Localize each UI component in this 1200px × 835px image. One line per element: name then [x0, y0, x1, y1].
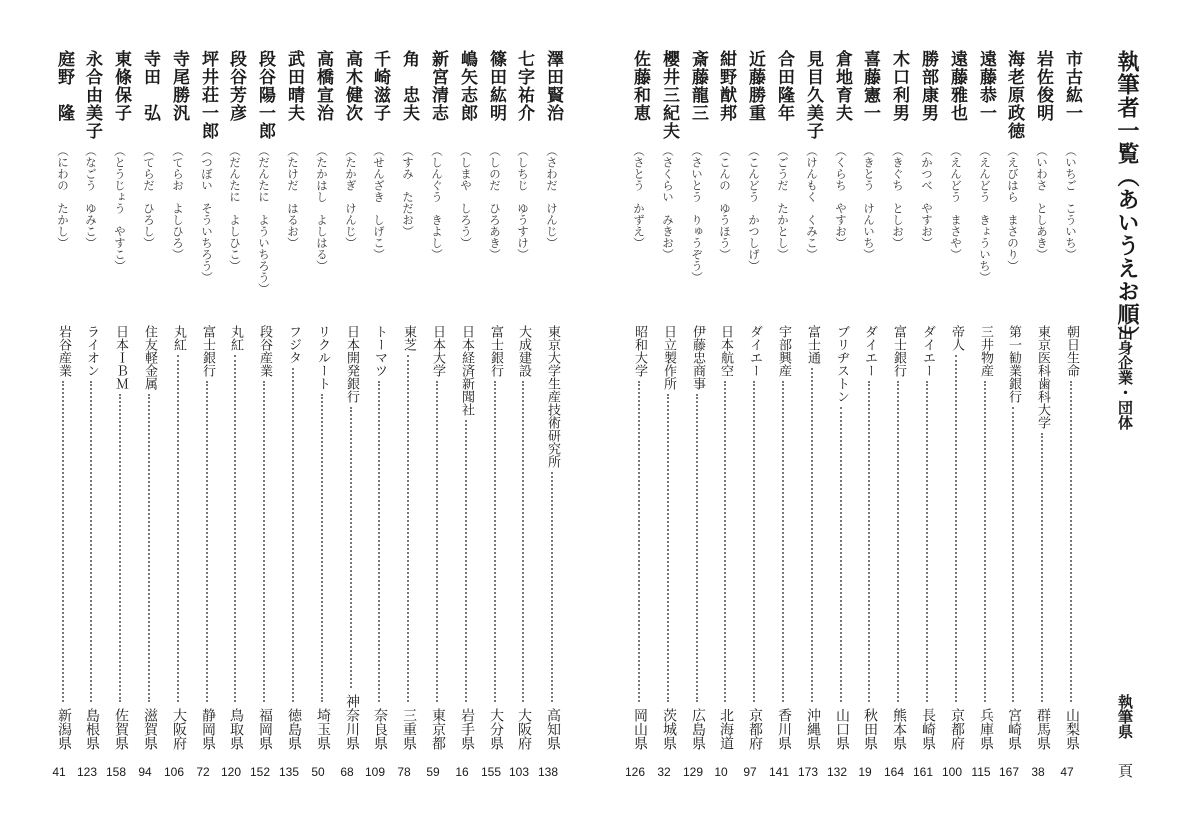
author-prefecture: 群馬県: [1035, 708, 1051, 750]
author-prefecture: 滋賀県: [142, 708, 158, 750]
leader-dots: [840, 407, 842, 702]
leader-dots: [638, 381, 640, 702]
author-prefecture: 島根県: [84, 708, 100, 750]
author-name: 坪井荘一郎: [198, 50, 218, 140]
author-page-number: 135: [278, 765, 300, 779]
author-company: リクルート: [315, 325, 330, 390]
author-name: 嶋矢志郎: [457, 50, 477, 122]
author-page-number: 47: [1060, 765, 1074, 779]
page-header: 頁: [1116, 763, 1134, 778]
author-page-number: 164: [883, 765, 905, 779]
author-page-number: 115: [971, 765, 991, 779]
author-name: 篠田紘明: [486, 50, 506, 122]
author-company: 日本経済新聞社: [459, 325, 474, 416]
author-reading: （かつべ やすお）: [920, 145, 934, 249]
author-reading: （えんどう きょういち）: [978, 145, 992, 283]
author-company: 朝日生命: [1064, 325, 1079, 377]
author-prefecture: 東京都: [430, 708, 446, 750]
author-reading: （せんざき しげこ）: [372, 145, 386, 260]
author-company: 東京大学生産技術研究所: [545, 325, 560, 468]
leader-dots: [148, 394, 150, 702]
leader-dots: [782, 381, 784, 702]
author-company: ブリヂストン: [834, 325, 849, 403]
author-reading: （えんどう まさや）: [949, 145, 963, 260]
author-reading: （えびはら まさのり）: [1006, 145, 1020, 272]
author-prefecture: 京都府: [747, 708, 763, 750]
author-company: 伊藤忠商事: [690, 325, 705, 390]
leader-dots: [378, 381, 380, 702]
author-page-number: 126: [624, 765, 646, 779]
author-page-number: 106: [163, 765, 185, 779]
author-name: 千崎滋子: [370, 50, 390, 122]
author-name: 角 忠夫: [399, 50, 419, 122]
author-name: 海老原政徳: [1004, 50, 1024, 140]
leader-dots: [897, 381, 899, 702]
author-name: 遠藤恭一: [976, 50, 996, 122]
author-prefecture: 三重県: [401, 708, 417, 750]
leader-dots: [62, 381, 64, 702]
author-name: 段谷芳彦: [226, 50, 246, 122]
author-reading: （きぐち としお）: [891, 145, 905, 249]
author-prefecture: 北海道: [718, 708, 734, 750]
author-company: 東芝: [401, 325, 416, 351]
author-company: ライオン: [84, 325, 99, 377]
author-prefecture: 神奈川県: [344, 694, 360, 750]
author-prefecture: 岡山県: [632, 708, 648, 750]
author-prefecture: 広島県: [690, 708, 706, 750]
author-name: 庭野 隆: [54, 50, 74, 122]
author-name: 勝部康男: [918, 50, 938, 122]
author-company: ダイエー: [862, 325, 877, 377]
author-prefecture: 大阪府: [171, 708, 187, 750]
leader-dots: [955, 355, 957, 702]
author-company: 富士銀行: [200, 325, 215, 377]
author-reading: （たかぎ けんじ）: [344, 145, 358, 249]
author-prefecture: 沖縄県: [805, 708, 821, 750]
author-name: 櫻井三紀夫: [659, 50, 679, 140]
author-reading: （いちご こういち）: [1064, 145, 1078, 260]
author-page-number: 97: [743, 765, 757, 779]
author-name: 市古紘一: [1062, 50, 1082, 122]
author-reading: （すみ ただお）: [401, 145, 415, 237]
author-reading: （つぼい そういちろう）: [200, 145, 214, 283]
author-company: トーマツ: [372, 325, 387, 377]
author-name: 東條保子: [111, 50, 131, 122]
author-company: 住友軽金属: [142, 325, 157, 390]
author-prefecture: 香川県: [776, 708, 792, 750]
author-page-number: 94: [138, 765, 152, 779]
author-reading: （こんの ゆうほう）: [718, 145, 732, 260]
author-reading: （だんたに よしひこ）: [228, 145, 242, 272]
leader-dots: [292, 368, 294, 702]
author-page-number: 158: [105, 765, 127, 779]
leader-dots: [868, 381, 870, 702]
author-reading: （たかはし よしはる）: [315, 145, 329, 272]
author-reading: （しまや しろう）: [459, 145, 473, 249]
author-prefecture: 新潟県: [56, 708, 72, 750]
author-prefecture: 秋田県: [862, 708, 878, 750]
author-reading: （ごうだ たかとし）: [776, 145, 790, 260]
author-prefecture: 徳島県: [286, 708, 302, 750]
author-name: 倉地育夫: [832, 50, 852, 122]
leader-dots: [1070, 381, 1072, 702]
leader-dots: [206, 381, 208, 702]
author-company: 第一勧業銀行: [1006, 325, 1021, 403]
author-name: 佐藤和恵: [630, 50, 650, 122]
leader-dots: [465, 420, 467, 702]
author-prefecture: 熊本県: [891, 708, 907, 750]
author-name: 見目久美子: [803, 50, 823, 140]
author-company: 昭和大学: [632, 325, 647, 377]
author-prefecture: 大分県: [488, 708, 504, 750]
author-reading: （しんぐう きよし）: [430, 145, 444, 260]
author-name: 岩佐俊明: [1033, 50, 1053, 122]
leader-dots: [321, 394, 323, 702]
author-name: 高木健次: [342, 50, 362, 122]
author-page-number: 120: [220, 765, 242, 779]
leader-dots: [119, 394, 121, 702]
author-company: ダイエー: [920, 325, 935, 377]
author-name: 七字祐介: [514, 50, 534, 122]
author-company: 富士銀行: [488, 325, 503, 377]
author-page-number: 173: [797, 765, 819, 779]
author-reading: （さいとう りゅうぞう）: [690, 145, 704, 283]
author-page-number: 138: [537, 765, 559, 779]
author-reading: （きとう けんいち）: [862, 145, 876, 260]
author-reading: （さくらい みきお）: [661, 145, 675, 260]
prefecture-header: 執筆県: [1116, 694, 1134, 739]
author-page-number: 50: [311, 765, 325, 779]
author-name: 澤田賢治: [543, 50, 563, 122]
author-name: 斎藤龍三: [688, 50, 708, 122]
leader-dots: [811, 368, 813, 702]
author-page-number: 129: [682, 765, 704, 779]
author-company: 日本ＩＢＭ: [113, 325, 128, 390]
leader-dots: [436, 381, 438, 702]
author-name: 木口利男: [889, 50, 909, 122]
author-name: 寺尾勝汎: [169, 50, 189, 122]
author-prefecture: 高知県: [545, 708, 561, 750]
author-page-number: 152: [249, 765, 271, 779]
author-reading: （しのだ ひろあき）: [488, 145, 502, 260]
author-prefecture: 福岡県: [257, 708, 273, 750]
author-page-number: 167: [998, 765, 1020, 779]
author-company: 段谷産業: [257, 325, 272, 377]
author-page-number: 141: [768, 765, 790, 779]
author-name: 段谷陽一郎: [255, 50, 275, 140]
author-company: 日本航空: [718, 325, 733, 377]
leader-dots: [984, 381, 986, 702]
author-name: 永合由美子: [82, 50, 102, 140]
author-reading: （たけだ はるお）: [286, 145, 300, 249]
author-company: フジタ: [286, 325, 301, 364]
leader-dots: [724, 381, 726, 702]
author-page-number: 41: [52, 765, 66, 779]
author-company: 東京医科歯科大学: [1035, 325, 1050, 429]
leader-dots: [753, 381, 755, 702]
author-page-number: 10: [714, 765, 728, 779]
leader-dots: [234, 355, 236, 702]
author-name: 紺野猷邦: [716, 50, 736, 122]
author-prefecture: 大阪府: [516, 708, 532, 750]
author-reading: （いわさ としあき）: [1035, 145, 1049, 260]
author-name: 遠藤雅也: [947, 50, 967, 122]
author-name: 高橋宣治: [313, 50, 333, 122]
author-name: 合田隆年: [774, 50, 794, 122]
author-page-number: 19: [858, 765, 872, 779]
author-page-number: 123: [76, 765, 98, 779]
author-prefecture: 兵庫県: [978, 708, 994, 750]
author-company: 岩谷産業: [56, 325, 71, 377]
author-company: 富士通: [805, 325, 820, 364]
leader-dots: [696, 394, 698, 702]
author-page-number: 78: [397, 765, 411, 779]
author-page-number: 155: [480, 765, 502, 779]
author-prefecture: 岩手県: [459, 708, 475, 750]
author-company: ダイエー: [747, 325, 762, 377]
page-title: 執筆者一覧（あいうえお順）: [1114, 50, 1139, 349]
author-page-number: 72: [196, 765, 210, 779]
author-page-number: 161: [912, 765, 934, 779]
author-reading: （くらち やすお）: [834, 145, 848, 249]
author-page-number: 103: [508, 765, 530, 779]
author-reading: （てらお よしひろ）: [171, 145, 185, 260]
author-reading: （しちじ ゆうすけ）: [516, 145, 530, 260]
author-company: 大成建設: [516, 325, 531, 377]
author-name: 近藤勝重: [745, 50, 765, 122]
author-reading: （さわだ けんじ）: [545, 145, 559, 249]
author-company: 富士銀行: [891, 325, 906, 377]
author-prefecture: 京都府: [949, 708, 965, 750]
author-reading: （けんもく くみこ）: [805, 145, 819, 260]
author-company: 丸紅: [171, 325, 186, 351]
leader-dots: [522, 381, 524, 702]
author-prefecture: 茨城県: [661, 708, 677, 750]
author-reading: （とうじょう やすこ）: [113, 145, 127, 272]
author-company: 日本大学: [430, 325, 445, 377]
leader-dots: [667, 394, 669, 702]
author-name: 武田晴夫: [284, 50, 304, 122]
author-name: 喜藤憲一: [860, 50, 880, 122]
author-prefecture: 宮崎県: [1006, 708, 1022, 750]
company-header: 出身企業・団体: [1116, 325, 1134, 430]
author-reading: （なごう ゆみこ）: [84, 145, 98, 249]
leader-dots: [350, 407, 352, 688]
author-page-number: 59: [426, 765, 440, 779]
author-page-number: 38: [1031, 765, 1045, 779]
author-company: 丸紅: [228, 325, 243, 351]
author-name: 寺田 弘: [140, 50, 160, 122]
leader-dots: [551, 472, 553, 702]
author-company: 日本開発銀行: [344, 325, 359, 403]
author-company: 帝人: [949, 325, 964, 351]
leader-dots: [177, 355, 179, 702]
author-name: 新宮清志: [428, 50, 448, 122]
author-reading: （にわの たかし）: [56, 145, 70, 249]
author-prefecture: 鳥取県: [228, 708, 244, 750]
author-reading: （こんどう かつしげ）: [747, 145, 761, 272]
author-reading: （てらだ ひろし）: [142, 145, 156, 249]
leader-dots: [926, 381, 928, 702]
author-page-number: 109: [364, 765, 386, 779]
author-company: 日立製作所: [661, 325, 676, 390]
author-page-number: 132: [826, 765, 848, 779]
leader-dots: [1041, 433, 1043, 702]
author-prefecture: 山口県: [834, 708, 850, 750]
author-page-number: 100: [941, 765, 963, 779]
author-reading: （さとう かずえ）: [632, 145, 646, 249]
leader-dots: [494, 381, 496, 702]
author-prefecture: 佐賀県: [113, 708, 129, 750]
author-prefecture: 奈良県: [372, 708, 388, 750]
author-prefecture: 山梨県: [1064, 708, 1080, 750]
author-page-number: 16: [455, 765, 469, 779]
author-company: 三井物産: [978, 325, 993, 377]
author-page-number: 32: [657, 765, 671, 779]
author-company: 宇部興産: [776, 325, 791, 377]
leader-dots: [90, 381, 92, 702]
author-prefecture: 埼玉県: [315, 708, 331, 750]
leader-dots: [407, 355, 409, 702]
author-prefecture: 静岡県: [200, 708, 216, 750]
author-reading: （だんたに よういちろう）: [257, 145, 271, 295]
leader-dots: [1012, 407, 1014, 702]
leader-dots: [263, 381, 265, 702]
author-page-number: 68: [340, 765, 354, 779]
author-prefecture: 長崎県: [920, 708, 936, 750]
